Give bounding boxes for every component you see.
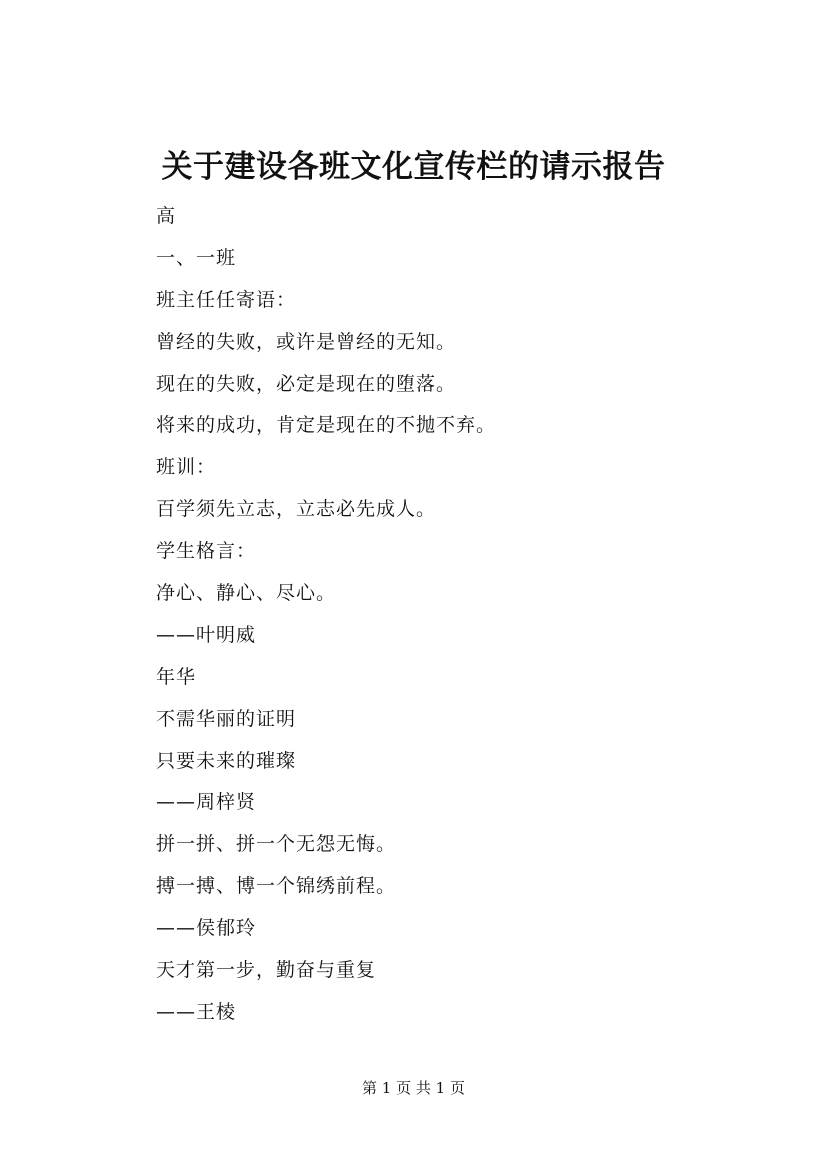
text-line: 百学须先立志，立志必先成人。 — [156, 498, 437, 521]
text-line: 学生格言： — [156, 540, 257, 563]
text-line: ——王棱 — [156, 1000, 237, 1023]
text-line: 现在的失败，必定是现在的堕落。 — [156, 372, 457, 395]
text-line: 一、一班 — [156, 246, 237, 269]
page-number-footer: 第 1 页 共 1 页 — [362, 1079, 465, 1097]
text-line: 不需华丽的证明 — [156, 707, 297, 730]
text-line: 搏一搏、博一个锦绣前程。 — [156, 875, 397, 898]
text-line: 年华 — [156, 665, 197, 688]
text-line: 拼一拼、拼一个无怨无悔。 — [156, 833, 397, 856]
text-line: 将来的成功，肯定是现在的不抛不弃。 — [156, 414, 497, 437]
text-line: 净心、静心、尽心。 — [156, 582, 337, 605]
text-line: 高 — [156, 205, 177, 227]
text-line: 班训： — [156, 456, 217, 479]
text-line: 班主任任寄语： — [156, 288, 297, 311]
text-line: 曾经的失败，或许是曾经的无知。 — [156, 330, 457, 353]
text-line: ——叶明威 — [156, 623, 257, 646]
text-line: 天才第一步，勤奋与重复 — [156, 959, 377, 982]
text-line: ——周梓贤 — [156, 791, 257, 814]
text-line: ——侯郁玲 — [156, 917, 257, 940]
text-line: 只要未来的璀璨 — [156, 749, 297, 772]
document-title: 关于建设各班文化宣传栏的请示报告 — [161, 149, 666, 185]
document-body — [156, 196, 716, 1034]
